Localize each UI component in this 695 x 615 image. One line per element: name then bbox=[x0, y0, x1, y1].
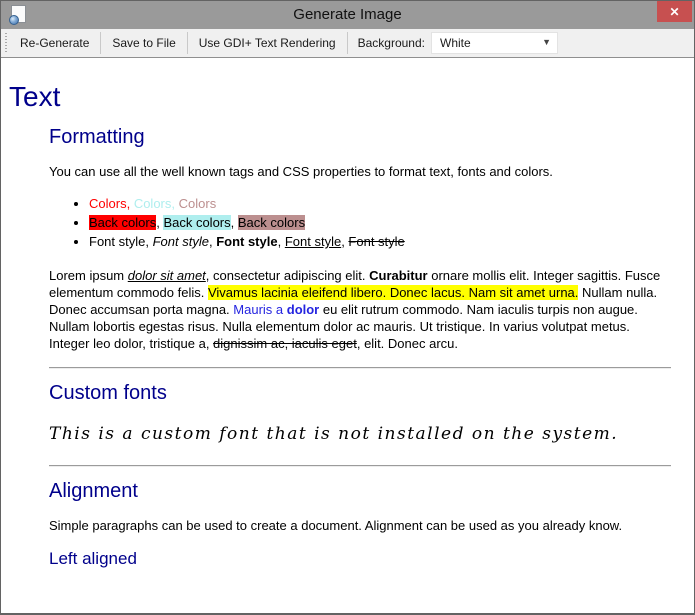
alignment-intro: Simple paragraphs can be used to create a document. Alignment can be used as you already know. bbox=[49, 518, 623, 533]
text-segment: , bbox=[341, 234, 349, 249]
left-aligned-heading: Left aligned bbox=[49, 549, 137, 568]
horizontal-rule bbox=[49, 367, 671, 369]
list-item-font-style bbox=[89, 233, 671, 250]
text-segment: Font style bbox=[216, 234, 278, 249]
text-segment: Back colors bbox=[163, 215, 231, 230]
text-segment: ornare mollis elit. Integer sagittis. Fusce elementum commodo felis. bbox=[49, 268, 661, 300]
text-segment: , bbox=[277, 234, 285, 249]
text-segment: Lorem ipsum bbox=[49, 268, 128, 283]
text-segment: Font style bbox=[89, 234, 146, 249]
text-segment: Colors bbox=[178, 196, 217, 211]
regenerate-button[interactable]: Re-Generate bbox=[20, 36, 90, 50]
text-segment: , bbox=[230, 215, 238, 230]
text-segment: Nullam nulla. Donec accumsan porta magna. bbox=[49, 285, 658, 317]
save-to-file-button[interactable]: Save to File bbox=[112, 36, 176, 50]
chevron-down-icon: ▼ bbox=[542, 37, 551, 47]
document-body bbox=[49, 126, 671, 568]
background-dropdown-value: White bbox=[440, 36, 471, 50]
window-title: Generate Image bbox=[293, 6, 402, 23]
text-segment: Colors, bbox=[133, 196, 175, 211]
text-segment: , elit. Donec arcu. bbox=[356, 336, 458, 351]
list-item-back-colors bbox=[89, 214, 671, 231]
alignment-heading: Alignment bbox=[49, 480, 138, 502]
text-segment: eu elit rutrum commodo. Nam iaculis turpis non augue. Nullam lobortis egestas risus. Nulla elementum dolor ac mauris. Ut tristique. In varius volutpat metus. Integer leo dolor, tristique a, bbox=[49, 302, 638, 351]
use-gdi-text-rendering-button[interactable]: Use GDI+ Text Rendering bbox=[198, 36, 336, 50]
text-segment: dignissim ac, iaculis eget bbox=[213, 336, 357, 351]
background-dropdown[interactable] bbox=[431, 32, 558, 54]
text-segment: Back colors bbox=[237, 215, 306, 230]
toolbar-separator bbox=[100, 32, 101, 54]
text-segment: Mauris a bbox=[233, 302, 287, 317]
horizontal-rule bbox=[49, 465, 671, 467]
list-item-colors bbox=[89, 195, 671, 212]
toolbar-separator bbox=[347, 32, 348, 54]
formatting-intro: You can use all the well known tags and CSS properties to format text, fonts and colors. bbox=[49, 164, 553, 179]
titlebar[interactable] bbox=[1, 1, 694, 29]
custom-font-sample: This is a custom font that is not installed on the system. bbox=[49, 424, 619, 444]
toolbar bbox=[1, 29, 694, 58]
text-segment: , bbox=[208, 234, 217, 249]
text-segment: dolor bbox=[286, 302, 320, 317]
text-segment: Font style bbox=[284, 234, 342, 249]
text-segment: , bbox=[145, 234, 153, 249]
doc-title-heading: Text bbox=[9, 81, 61, 112]
text-segment: , bbox=[156, 215, 164, 230]
close-x-icon: ✕ bbox=[669, 4, 680, 19]
formatting-list bbox=[49, 195, 671, 250]
text-segment: Curabitur bbox=[369, 268, 428, 283]
text-segment: Back colors bbox=[89, 215, 157, 230]
close-button[interactable] bbox=[657, 1, 692, 22]
text-segment: , consectetur adipiscing elit. bbox=[205, 268, 370, 283]
text-segment: Font style bbox=[152, 234, 209, 249]
text-segment: dolor sit amet bbox=[127, 268, 206, 283]
lorem-paragraph bbox=[49, 267, 671, 352]
document bbox=[9, 81, 694, 567]
text-segment: Font style bbox=[348, 234, 405, 249]
text-segment: Vivamus lacinia eleifend libero. Donec lacus. Nam sit amet urna. bbox=[207, 285, 579, 300]
background-label: Background: bbox=[357, 36, 425, 50]
toolbar-separator bbox=[187, 32, 188, 54]
toolbar-grip-icon[interactable] bbox=[4, 33, 9, 53]
text-segment: Colors, bbox=[89, 196, 131, 211]
custom-fonts-heading: Custom fonts bbox=[49, 382, 167, 404]
formatting-heading: Formatting bbox=[49, 126, 145, 148]
rendered-document-panel bbox=[1, 58, 694, 613]
